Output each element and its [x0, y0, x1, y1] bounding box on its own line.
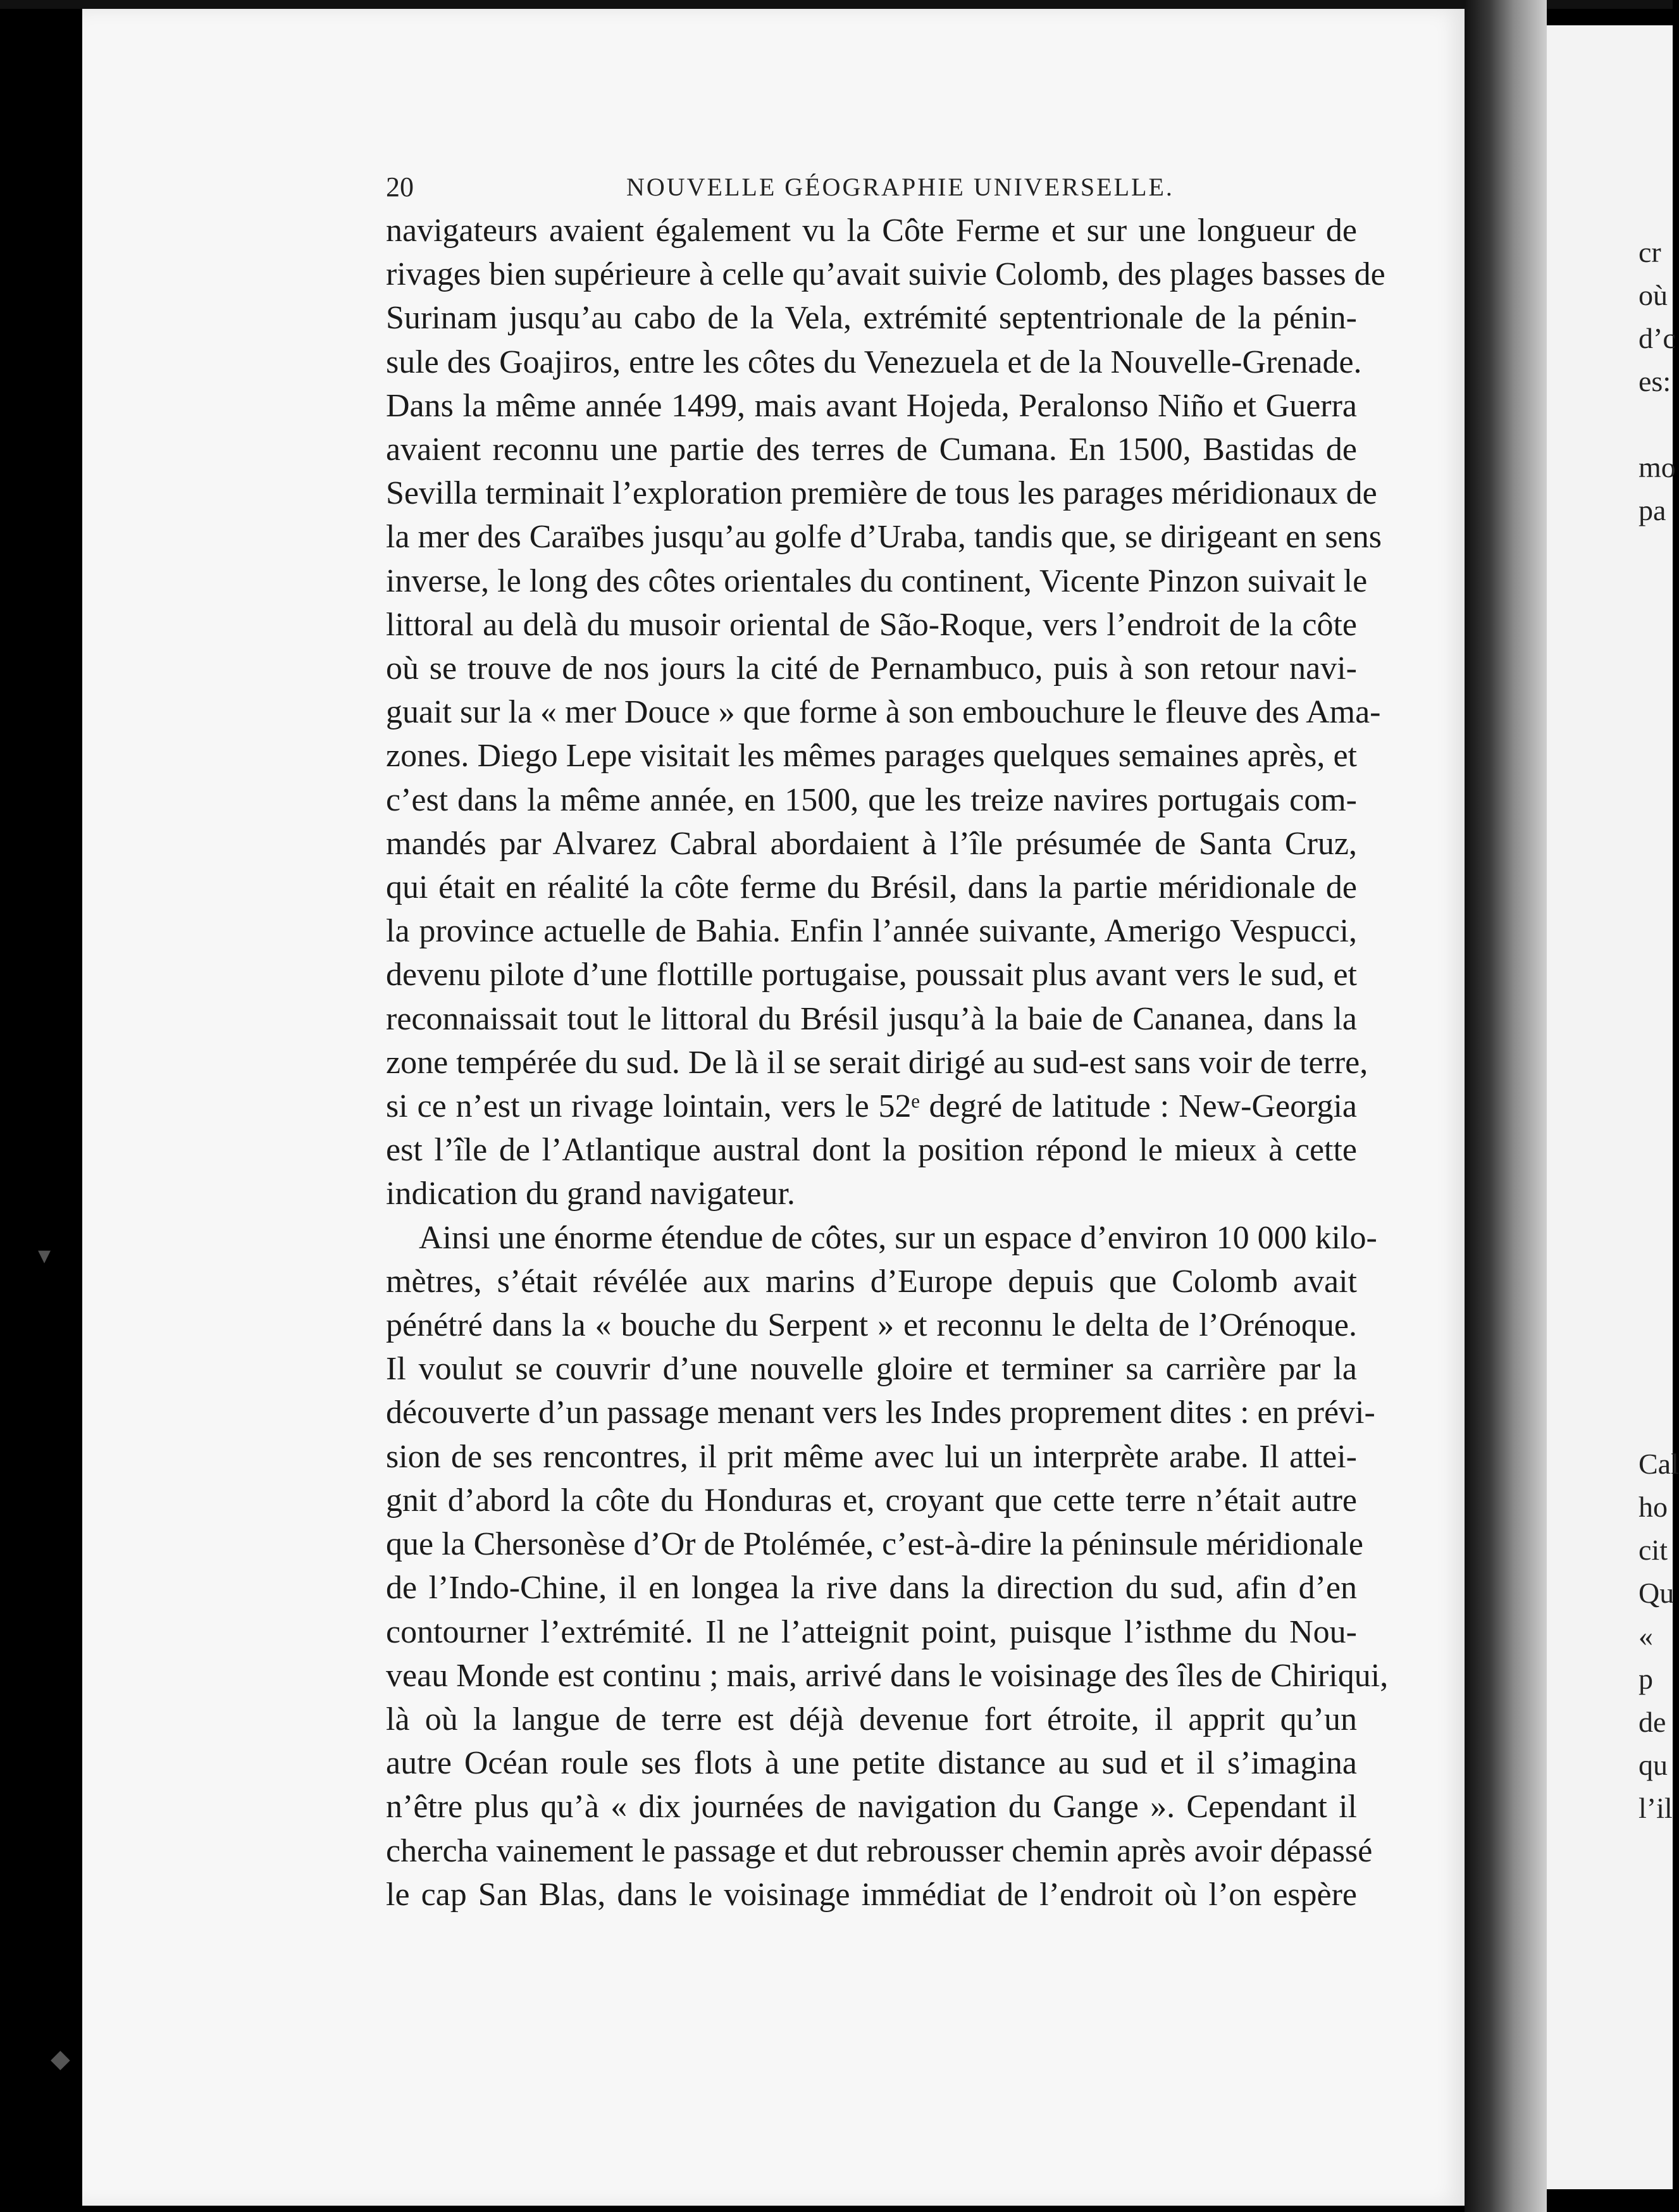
- text-line: reconnaissait tout le littoral du Brésil jusqu’à la baie de Cananea, dans la: [386, 1000, 1357, 1037]
- book-gutter: [1465, 0, 1547, 2212]
- fragment: cr: [1639, 236, 1661, 268]
- text-line: inverse, le long des côtes orientales du continent, Vicente Pinzon suivait le: [386, 562, 1368, 599]
- scan-top-border: [0, 0, 1673, 9]
- text-line: sion de ses rencontres, il prit même avec lui un interprète arabe. Il attei-: [386, 1438, 1357, 1475]
- fragment: pa: [1639, 494, 1666, 526]
- text-line: si ce n’est un rivage lointain, vers le 52ᵉ degré de latitude : New-Georgia: [386, 1088, 1357, 1125]
- fragment: « p: [1639, 1620, 1653, 1695]
- text-line: Ainsi une énorme étendue de côtes, sur un espace d’environ 10 000 kilo-: [419, 1219, 1377, 1256]
- text-line: devenu pilote d’une flottille portugaise, poussait plus avant vers le sud, et: [386, 957, 1357, 993]
- text-line: zone tempérée du sud. De là il se serait dirigé au sud-est sans voir de terre,: [386, 1044, 1368, 1081]
- fragment: où: [1639, 279, 1668, 311]
- text-line: littoral au delà du musoir oriental de São-Roque, vers l’endroit de la côte: [386, 606, 1357, 643]
- fragment: mo: [1639, 451, 1676, 483]
- text-line: de l’Indo-Chine, il en longea la rive dans la direction du sud, afin d’en: [386, 1570, 1357, 1606]
- fragment: qu: [1639, 1749, 1668, 1781]
- fragment: cit: [1639, 1534, 1668, 1566]
- running-title: NOUVELLE GÉOGRAPHIE UNIVERSELLE.: [626, 173, 1174, 201]
- text-line: mètres, s’était révélée aux marins d’Europe depuis que Colomb avait: [386, 1263, 1357, 1300]
- text-line: contourner l’extrémité. Il ne l’atteignit point, puisque l’isthme du Nou-: [386, 1613, 1357, 1650]
- text-line: que la Chersonèse d’Or de Ptolémée, c’est-à-dire la péninsule méridionale: [386, 1526, 1363, 1563]
- text-line: Il voulut se couvrir d’une nouvelle gloire et terminer sa carrière par la: [386, 1351, 1357, 1388]
- text-line: Sevilla terminait l’exploration première de tous les parages méridionaux de: [386, 475, 1377, 512]
- fragment: Cal: [1639, 1448, 1679, 1480]
- facing-page-fragments-bottom: [1639, 1443, 1679, 1830]
- page-number: 20: [386, 171, 414, 202]
- text-line: Surinam jusqu’au cabo de la Vela, extrémité septentrionale de la pénin-: [386, 300, 1357, 337]
- text-line: guait sur la « mer Douce » que forme à son embouchure le fleuve des Ama-: [386, 694, 1381, 731]
- fragment: es:: [1639, 365, 1671, 397]
- text-line: la province actuelle de Bahia. Enfin l’année suivante, Amerigo Vespucci,: [386, 913, 1357, 950]
- scan-speck: ▾: [38, 1241, 51, 1269]
- text-line: veau Monde est continu ; mais, arrivé dans le voisinage des îles de Chiriqui,: [386, 1657, 1389, 1694]
- text-line: là où la langue de terre est déjà devenue fort étroite, il apprit qu’un: [386, 1701, 1357, 1737]
- text-line: mandés par Alvarez Cabral abordaient à l’île présumée de Santa Cruz,: [386, 825, 1357, 862]
- text-line: c’est dans la même année, en 1500, que les treize navires portugais com-: [386, 781, 1357, 818]
- text-line: découverte d’un passage menant vers les Indes proprement dites : en prévi-: [386, 1395, 1375, 1431]
- text-line: Dans la même année 1499, mais avant Hojeda, Peralonso Niño et Guerra: [386, 387, 1357, 424]
- body-text: [386, 209, 1389, 1917]
- text-line: sule des Goajiros, entre les côtes du Venezuela et de la Nouvelle-Grenade.: [386, 344, 1362, 380]
- text-line: autre Océan roule ses flots à une petite distance au sud et il s’imagina: [386, 1745, 1357, 1782]
- text-line: avaient reconnu une partie des terres de Cumana. En 1500, Bastidas de: [386, 432, 1357, 468]
- text-line: indication du grand navigateur.: [386, 1176, 795, 1212]
- text-line: rivages bien supérieure à celle qu’avait suivie Colomb, des plages basses de: [386, 256, 1385, 293]
- text-line: est l’île de l’Atlantique austral dont la position répond le mieux à cette: [386, 1132, 1357, 1169]
- text-line: chercha vainement le passage et dut rebrousser chemin après avoir dépassé: [386, 1832, 1373, 1869]
- text-line: où se trouve de nos jours la cité de Pernambuco, puis à son retour navi-: [386, 650, 1357, 687]
- text-line: qui était en réalité la côte ferme du Brésil, dans la partie méridionale de: [386, 869, 1357, 906]
- fragment: l’il: [1639, 1792, 1673, 1824]
- scan-speck: ◆: [51, 2044, 70, 2073]
- fragment: Qu: [1639, 1577, 1675, 1609]
- fragment: ho: [1639, 1491, 1668, 1523]
- fragment: de: [1639, 1706, 1666, 1738]
- text-line: le cap San Blas, dans le voisinage immédiat de l’endroit où l’on espère: [386, 1876, 1357, 1913]
- facing-page-fragments-top: [1639, 231, 1676, 532]
- text-line: navigateurs avaient également vu la Côte Ferme et sur une longueur de: [386, 213, 1357, 249]
- text-line: la mer des Caraïbes jusqu’au golfe d’Uraba, tandis que, se dirigeant en sens: [386, 519, 1382, 556]
- text-line: pénétré dans la « bouche du Serpent » et reconnu le delta de l’Orénoque.: [386, 1307, 1357, 1344]
- text-line: n’être plus qu’à « dix journées de navigation du Gange ». Cependant il: [386, 1789, 1357, 1825]
- text-line: gnit d’abord la côte du Honduras et, croyant que cette terre n’était autre: [386, 1482, 1357, 1519]
- running-head: [386, 171, 1363, 202]
- text-line: zones. Diego Lepe visitait les mêmes parages quelques semaines après, et: [386, 738, 1357, 774]
- fragment: d’c: [1639, 322, 1676, 354]
- fragment-gap: [1639, 403, 1673, 446]
